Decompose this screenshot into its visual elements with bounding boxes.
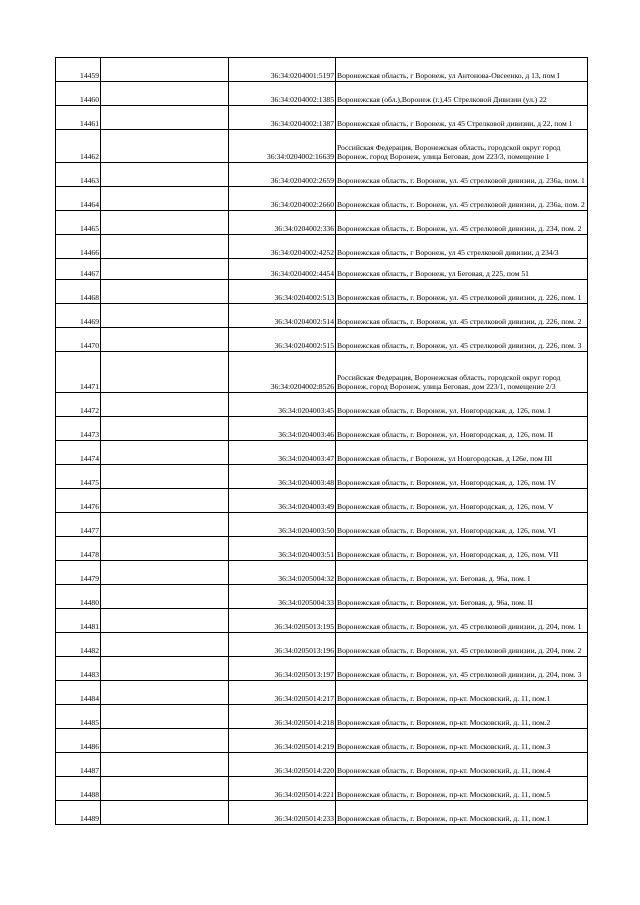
address-cell: Воронежская область, г Воронеж, ул Беговая, д 225, пом 51 (336, 259, 588, 280)
row-number-cell: 14470 (56, 328, 101, 352)
empty-cell (101, 489, 229, 513)
cadastral-number-cell: 36:34:0205004:32 (229, 561, 336, 585)
table-row (56, 280, 588, 304)
row-number-cell: 14460 (56, 82, 101, 106)
empty-cell (101, 417, 229, 441)
row-number-cell: 14488 (56, 777, 101, 801)
row-number-cell: 14479 (56, 561, 101, 585)
address-cell: Воронежская область, г. Воронеж, ул. Новгородская, д. 126, пом. I (336, 393, 588, 417)
empty-cell (101, 561, 229, 585)
cadastral-number-cell: 36:34:0204003:50 (229, 513, 336, 537)
row-number-cell: 14482 (56, 633, 101, 657)
address-cell: Воронежская область, г. Воронеж, пр-кт. Московский, д. 11, пом.3 (336, 729, 588, 753)
table-row (56, 753, 588, 777)
register-table-body (56, 58, 588, 825)
empty-cell (101, 753, 229, 777)
address-cell: Воронежская область, г. Воронеж, ул. 45 стрелковой дивизии, д. 226, пом. 3 (336, 328, 588, 352)
address-cell: Российская Федерация, Воронежская область, городской округ город Воронеж, город Воронеж, улица Беговая, дом 223/1, помещение 2/3 (336, 352, 588, 393)
empty-cell (101, 801, 229, 825)
table-row (56, 705, 588, 729)
row-number-cell: 14473 (56, 417, 101, 441)
cadastral-number-cell: 36:34:0204002:513 (229, 280, 336, 304)
address-cell: Воронежская область, г. Воронеж, ул. Беговая, д. 96а, пом. I (336, 561, 588, 585)
empty-cell (101, 465, 229, 489)
address-cell: Воронежская область, г. Воронеж, пр-кт. Московский, д. 11, пом.2 (336, 705, 588, 729)
row-number-cell: 14481 (56, 609, 101, 633)
cadastral-number-cell: 36:34:0204002:8526 (229, 352, 336, 393)
table-row (56, 328, 588, 352)
empty-cell (101, 705, 229, 729)
cadastral-number-cell: 36:34:0204003:48 (229, 465, 336, 489)
address-cell: Воронежская область, г Воронеж, ул Антонова-Овсеенко, д 13, пом I (336, 58, 588, 82)
table-row (56, 729, 588, 753)
row-number-cell: 14469 (56, 304, 101, 328)
empty-cell (101, 393, 229, 417)
empty-cell (101, 328, 229, 352)
row-number-cell: 14475 (56, 465, 101, 489)
address-cell: Воронежская область, г Воронеж, ул 45 Стрелковой дивизии, д 22, пом 1 (336, 106, 588, 130)
address-cell: Воронежская область, г. Воронеж, ул. Новгородская, д. 126, пом. VI (336, 513, 588, 537)
cadastral-number-cell: 36:34:0205014:233 (229, 801, 336, 825)
property-register-table (55, 57, 588, 825)
empty-cell (101, 729, 229, 753)
empty-cell (101, 235, 229, 259)
cadastral-number-cell: 36:34:0204003:51 (229, 537, 336, 561)
address-cell: Воронежская область, г. Воронеж, ул. Новгородская, д. 126, пом. V (336, 489, 588, 513)
cadastral-number-cell: 36:34:0204003:47 (229, 441, 336, 465)
row-number-cell: 14464 (56, 187, 101, 211)
address-cell: Воронежская область, г Воронеж, ул 45 стрелковой дивизии, д 234/3 (336, 235, 588, 259)
row-number-cell: 14483 (56, 657, 101, 681)
address-cell: Воронежская область, г. Воронеж, ул. 45 стрелковой дивизии, д. 226, пом. 1 (336, 280, 588, 304)
empty-cell (101, 777, 229, 801)
row-number-cell: 14468 (56, 280, 101, 304)
cadastral-number-cell: 36:34:0204002:514 (229, 304, 336, 328)
address-cell: Воронежская область, г. Воронеж, ул. Новгородская, д. 126, пом. IV (336, 465, 588, 489)
row-number-cell: 14476 (56, 489, 101, 513)
empty-cell (101, 280, 229, 304)
address-cell: Воронежская область, г. Воронеж, ул. Новгородская, д. 126, пом. II (336, 417, 588, 441)
empty-cell (101, 681, 229, 705)
address-cell: Воронежская область, г. Воронеж, пр-кт. Московский, д. 11, пом.5 (336, 777, 588, 801)
cadastral-number-cell: 36:34:0204001:5197 (229, 58, 336, 82)
row-number-cell: 14466 (56, 235, 101, 259)
cadastral-number-cell: 36:34:0204003:46 (229, 417, 336, 441)
cadastral-number-cell: 36:34:0204002:515 (229, 328, 336, 352)
row-number-cell: 14459 (56, 58, 101, 82)
table-row (56, 681, 588, 705)
cadastral-number-cell: 36:34:0205014:218 (229, 705, 336, 729)
row-number-cell: 14484 (56, 681, 101, 705)
empty-cell (101, 657, 229, 681)
table-row (56, 441, 588, 465)
table-row (56, 352, 588, 393)
table-row (56, 211, 588, 235)
table-row (56, 489, 588, 513)
table-row (56, 235, 588, 259)
row-number-cell: 14463 (56, 163, 101, 187)
cadastral-number-cell: 36:34:0204003:45 (229, 393, 336, 417)
table-row (56, 259, 588, 280)
table-row (56, 801, 588, 825)
address-cell: Воронежская область, г. Воронеж, ул. 45 стрелковой дивизии, д. 226, пом. 2 (336, 304, 588, 328)
cadastral-number-cell: 36:34:0205014:219 (229, 729, 336, 753)
row-number-cell: 14489 (56, 801, 101, 825)
row-number-cell: 14471 (56, 352, 101, 393)
row-number-cell: 14480 (56, 585, 101, 609)
row-number-cell: 14465 (56, 211, 101, 235)
address-cell: Воронежская область, г. Воронеж, пр-кт. Московский, д. 11, пом.4 (336, 753, 588, 777)
cadastral-number-cell: 36:34:0205013:196 (229, 633, 336, 657)
table-row (56, 537, 588, 561)
table-row (56, 465, 588, 489)
row-number-cell: 14467 (56, 259, 101, 280)
empty-cell (101, 211, 229, 235)
table-row (56, 187, 588, 211)
cadastral-number-cell: 36:34:0204002:4252 (229, 235, 336, 259)
empty-cell (101, 513, 229, 537)
row-number-cell: 14472 (56, 393, 101, 417)
address-cell: Воронежская область, г. Воронеж, ул. Беговая, д. 96а, пом. II (336, 585, 588, 609)
address-cell: Воронежская область, г Воронеж, ул Новгородская, д 126е, пом III (336, 441, 588, 465)
table-row (56, 777, 588, 801)
table-row (56, 657, 588, 681)
empty-cell (101, 106, 229, 130)
empty-cell (101, 352, 229, 393)
cadastral-number-cell: 36:34:0205013:195 (229, 609, 336, 633)
cadastral-number-cell: 36:34:0204003:49 (229, 489, 336, 513)
cadastral-number-cell: 36:34:0204002:1385 (229, 82, 336, 106)
address-cell: Воронежская область, г. Воронеж, ул. 45 стрелковой дивизии, д. 204, пом. 1 (336, 609, 588, 633)
row-number-cell: 14478 (56, 537, 101, 561)
table-row (56, 58, 588, 82)
cadastral-number-cell: 36:34:0204002:336 (229, 211, 336, 235)
empty-cell (101, 130, 229, 163)
table-row (56, 561, 588, 585)
table-row (56, 585, 588, 609)
table-row (56, 106, 588, 130)
empty-cell (101, 304, 229, 328)
table-row (56, 163, 588, 187)
address-cell: Воронежская область, г. Воронеж, ул. 45 стрелковой дивизии, д. 236а, пом. 1 (336, 163, 588, 187)
row-number-cell: 14477 (56, 513, 101, 537)
address-cell: Российская Федерация, Воронежская область, городской округ город Воронеж, город Воронеж, улица Беговая, дом 223/3, помещение 1 (336, 130, 588, 163)
cadastral-number-cell: 36:34:0205004:33 (229, 585, 336, 609)
address-cell: Воронежская область, г. Воронеж, ул. Новгородская, д. 126, пом. VII (336, 537, 588, 561)
empty-cell (101, 585, 229, 609)
empty-cell (101, 82, 229, 106)
empty-cell (101, 187, 229, 211)
empty-cell (101, 259, 229, 280)
table-row (56, 304, 588, 328)
cadastral-number-cell: 36:34:0204002:16639 (229, 130, 336, 163)
row-number-cell: 14474 (56, 441, 101, 465)
address-cell: Воронежская область, г. Воронеж, ул. 45 стрелковой дивизии, д. 204, пом. 3 (336, 657, 588, 681)
row-number-cell: 14487 (56, 753, 101, 777)
empty-cell (101, 633, 229, 657)
empty-cell (101, 163, 229, 187)
cadastral-number-cell: 36:34:0204002:1387 (229, 106, 336, 130)
address-cell: Воронежская область, г. Воронеж, ул. 45 стрелковой дивизии, д. 236а, пом. 2 (336, 187, 588, 211)
row-number-cell: 14461 (56, 106, 101, 130)
cadastral-number-cell: 36:34:0205014:220 (229, 753, 336, 777)
table-row (56, 130, 588, 163)
table-row (56, 393, 588, 417)
empty-cell (101, 58, 229, 82)
cadastral-number-cell: 36:34:0205013:197 (229, 657, 336, 681)
cadastral-number-cell: 36:34:0204002:4454 (229, 259, 336, 280)
table-row (56, 82, 588, 106)
address-cell: Воронежская область, г. Воронеж, пр-кт. Московский, д. 11, пом.1 (336, 801, 588, 825)
cadastral-number-cell: 36:34:0204002:2660 (229, 187, 336, 211)
address-cell: Воронежская область, г. Воронеж, ул. 45 стрелковой дивизии, д. 234, пом. 2 (336, 211, 588, 235)
address-cell: Воронежская область, г. Воронеж, пр-кт. Московский, д. 11, пом.1 (336, 681, 588, 705)
cadastral-number-cell: 36:34:0204002:2659 (229, 163, 336, 187)
row-number-cell: 14462 (56, 130, 101, 163)
table-row (56, 633, 588, 657)
empty-cell (101, 609, 229, 633)
address-cell: Воронежская (обл.),Воронеж (г.),45 Стрелковой Дивизии (ул.) 22 (336, 82, 588, 106)
row-number-cell: 14486 (56, 729, 101, 753)
row-number-cell: 14485 (56, 705, 101, 729)
table-row (56, 609, 588, 633)
table-row (56, 513, 588, 537)
empty-cell (101, 441, 229, 465)
address-cell: Воронежская область, г. Воронеж, ул. 45 стрелковой дивизии, д. 204, пом. 2 (336, 633, 588, 657)
empty-cell (101, 537, 229, 561)
cadastral-number-cell: 36:34:0205014:221 (229, 777, 336, 801)
table-row (56, 417, 588, 441)
cadastral-number-cell: 36:34:0205014:217 (229, 681, 336, 705)
